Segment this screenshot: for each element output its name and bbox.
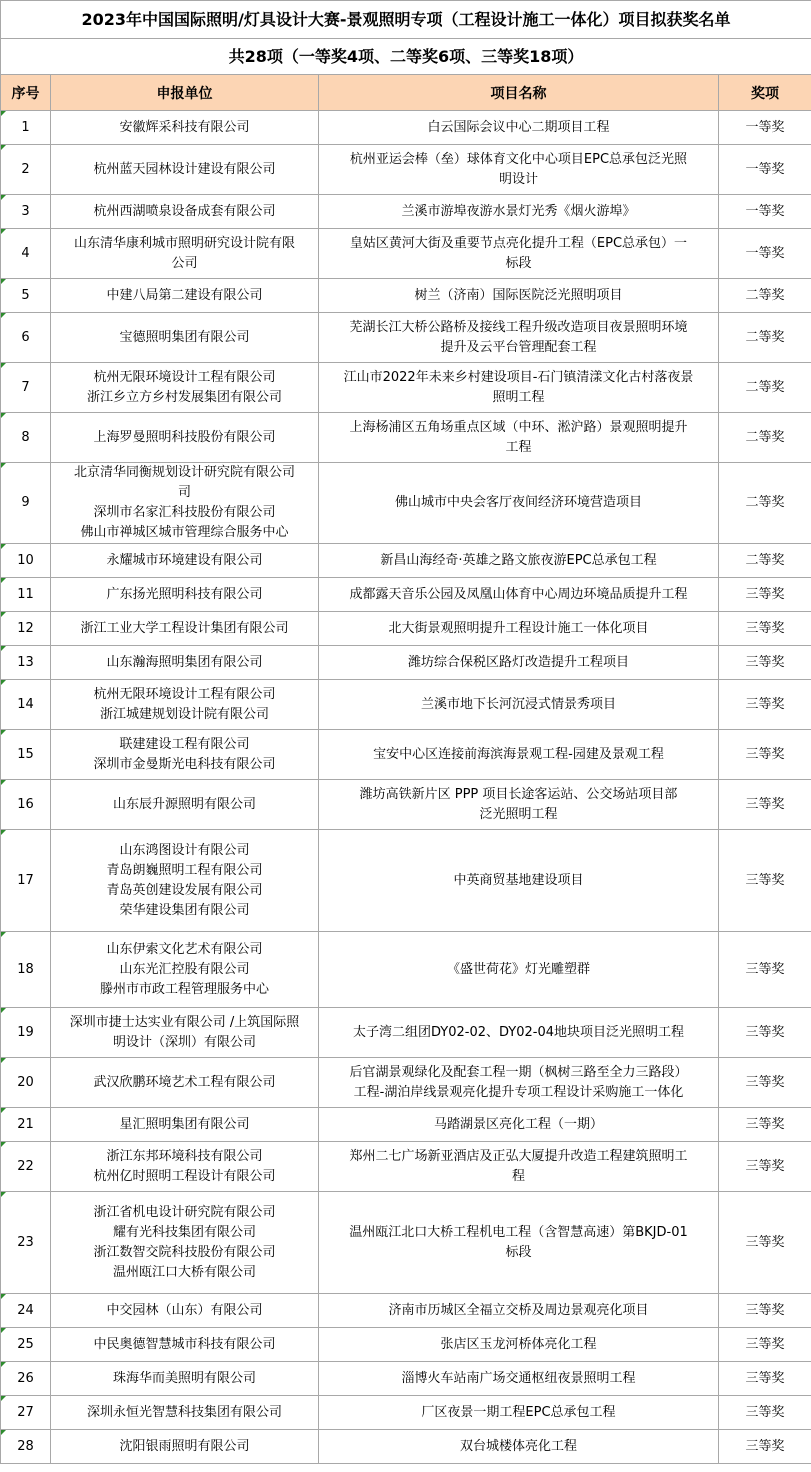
applicant-unit: 浙江东邦环境科技有限公司 <box>106 1148 263 1164</box>
applicant-unit: 青岛朗巍照明工程有限公司 <box>106 862 263 878</box>
row-index: 5 <box>1 279 51 313</box>
project-name-line: 照明工程 <box>492 389 545 405</box>
row-index: 9 <box>1 463 51 544</box>
table-row <box>1 544 811 578</box>
table-row <box>1 1058 811 1108</box>
project-name-line: 北大街景观照明提升工程设计施工一体化项目 <box>388 620 649 636</box>
row-index: 15 <box>1 730 51 780</box>
table-row <box>1 145 811 195</box>
applicant-cell <box>51 578 319 612</box>
table-row <box>1 1430 811 1464</box>
applicant-cell <box>51 1142 319 1192</box>
project-name-line: 皇姑区黄河大街及重要节点亮化提升工程（EPC总承包）一 <box>349 235 688 251</box>
applicant-unit: 滕州市市政工程管理服务中心 <box>99 981 269 997</box>
applicant-cell <box>51 111 319 145</box>
row-index: 13 <box>1 646 51 680</box>
table-row <box>1 730 811 780</box>
project-cell <box>319 730 719 780</box>
project-name-line: 济南市历城区全福立交桥及周边景观亮化项目 <box>388 1302 649 1318</box>
project-name-line: 提升及云平台管理配套工程 <box>440 339 597 355</box>
applicant-unit: 深圳永恒光智慧科技集团有限公司 <box>86 1404 282 1420</box>
project-name-line: 佛山城市中央会客厅夜间经济环境营造项目 <box>394 495 642 510</box>
project-cell <box>319 111 719 145</box>
applicant-unit: 山东瀚海照明集团有限公司 <box>106 654 263 670</box>
applicant-unit: 佛山市禅城区城市管理综合服务中心 <box>80 525 289 540</box>
table-row <box>1 1192 811 1294</box>
row-index: 6 <box>1 313 51 363</box>
table-row <box>1 363 811 413</box>
project-cell <box>319 229 719 279</box>
applicant-unit: 中交园林（山东）有限公司 <box>106 1302 263 1318</box>
project-name-line: 标段 <box>505 1244 532 1260</box>
award-cell: 一等奖 <box>719 229 811 279</box>
applicant-cell <box>51 413 319 463</box>
award-cell: 三等奖 <box>719 612 811 646</box>
project-cell <box>319 1362 719 1396</box>
project-name-line: 厂区夜景一期工程EPC总承包工程 <box>421 1404 616 1420</box>
applicant-cell <box>51 1430 319 1464</box>
applicant-cell <box>51 1058 319 1108</box>
award-cell: 三等奖 <box>719 1430 811 1464</box>
project-name-line: 宝安中心区连接前海滨海景观工程-园建及景观工程 <box>373 746 664 762</box>
applicant-unit: 荣华建设集团有限公司 <box>119 902 250 918</box>
table-row <box>1 578 811 612</box>
applicant-unit: 沈阳银雨照明有限公司 <box>119 1438 250 1454</box>
row-index: 14 <box>1 680 51 730</box>
applicant-unit: 永耀城市环境建设有限公司 <box>106 552 263 568</box>
row-index: 25 <box>1 1328 51 1362</box>
award-cell: 二等奖 <box>719 313 811 363</box>
applicant-cell <box>51 544 319 578</box>
award-cell: 三等奖 <box>719 1328 811 1362</box>
row-index: 7 <box>1 363 51 413</box>
row-index: 23 <box>1 1192 51 1294</box>
award-cell: 三等奖 <box>719 1058 811 1108</box>
project-name-line: 杭州亚运会棒（垒）球体育文化中心项目EPC总承包泛光照 <box>349 151 688 167</box>
document-title: 2023年中国国际照明/灯具设计大赛-景观照明专项（工程设计施工一体化）项目拟获奖名单 <box>1 1 811 39</box>
project-name-line: 马踏湖景区亮化工程（一期） <box>433 1116 603 1132</box>
project-name-line: 潍坊高铁新片区 PPP 项目长途客运站、公交场站项目部 <box>359 786 678 802</box>
applicant-cell <box>51 1362 319 1396</box>
applicant-unit: 上海罗曼照明科技股份有限公司 <box>93 429 276 445</box>
table-row <box>1 1108 811 1142</box>
row-index: 1 <box>1 111 51 145</box>
applicant-unit: 司 <box>177 485 191 500</box>
row-index: 4 <box>1 229 51 279</box>
applicant-unit: 深圳市捷士达实业有限公司 /上筑国际照 <box>69 1014 300 1030</box>
award-cell: 三等奖 <box>719 932 811 1008</box>
project-name-line: 太子湾二组团DY02-02、DY02-04地块项目泛光照明工程 <box>352 1024 685 1040</box>
row-index: 27 <box>1 1396 51 1430</box>
table-row <box>1 612 811 646</box>
applicant-unit: 珠海华而美照明有限公司 <box>112 1370 256 1386</box>
applicant-cell <box>51 1328 319 1362</box>
applicant-unit: 杭州亿时照明工程设计有限公司 <box>93 1168 276 1184</box>
project-cell <box>319 195 719 229</box>
award-cell: 一等奖 <box>719 111 811 145</box>
table-row <box>1 1294 811 1328</box>
applicant-cell <box>51 463 319 544</box>
table-body <box>1 111 811 1464</box>
applicant-unit: 浙江城建规划设计院有限公司 <box>99 706 269 722</box>
project-name-line: 工程-湖泊岸线景观亮化提升专项工程设计采购施工一体化 <box>353 1084 684 1100</box>
project-cell <box>319 932 719 1008</box>
project-cell <box>319 1396 719 1430</box>
table-row <box>1 1008 811 1058</box>
applicant-cell <box>51 313 319 363</box>
applicant-cell <box>51 612 319 646</box>
award-cell: 三等奖 <box>719 1192 811 1294</box>
applicant-cell <box>51 932 319 1008</box>
applicant-unit: 武汉欣鹏环境艺术工程有限公司 <box>93 1074 276 1090</box>
row-index: 10 <box>1 544 51 578</box>
header-index: 序号 <box>1 75 51 111</box>
award-cell: 二等奖 <box>719 413 811 463</box>
applicant-unit: 杭州蓝天园林设计建设有限公司 <box>93 161 276 177</box>
applicant-unit: 山东鸿图设计有限公司 <box>119 842 250 858</box>
project-cell <box>319 313 719 363</box>
applicant-unit: 明设计（深圳）有限公司 <box>112 1034 256 1050</box>
applicant-unit: 浙江省机电设计研究院有限公司 <box>93 1204 276 1220</box>
applicant-cell <box>51 195 319 229</box>
header-project: 项目名称 <box>319 75 719 111</box>
applicant-cell <box>51 1192 319 1294</box>
applicant-unit: 北京清华同衡规划设计研究院有限公司 <box>73 465 295 480</box>
applicant-unit: 公司 <box>171 255 198 271</box>
project-cell <box>319 780 719 830</box>
project-name-line: 程 <box>511 1168 525 1184</box>
award-cell: 三等奖 <box>719 1396 811 1430</box>
applicant-unit: 杭州无限环境设计工程有限公司 <box>93 369 276 385</box>
project-name-line: 树兰（济南）国际医院泛光照明项目 <box>414 287 623 303</box>
applicant-cell <box>51 646 319 680</box>
project-cell <box>319 279 719 313</box>
project-name-line: 泛光照明工程 <box>479 806 558 822</box>
award-cell: 三等奖 <box>719 1108 811 1142</box>
project-name-line: 芜湖长江大桥公路桥及接线工程升级改造项目夜景照明环境 <box>349 319 688 335</box>
project-name-line: 双台城楼体亮化工程 <box>459 1438 577 1454</box>
project-name-line: 白云国际会议中心二期项目工程 <box>427 119 610 135</box>
project-name-line: 中英商贸基地建设项目 <box>453 872 584 888</box>
table-row <box>1 111 811 145</box>
row-index: 24 <box>1 1294 51 1328</box>
project-name-line: 温州瓯江北口大桥工程机电工程（含智慧高速）第BKJD-01 <box>349 1224 688 1240</box>
applicant-unit: 山东辰升源照明有限公司 <box>112 796 256 812</box>
project-cell <box>319 463 719 544</box>
row-index: 22 <box>1 1142 51 1192</box>
project-cell <box>319 830 719 932</box>
row-index: 2 <box>1 145 51 195</box>
project-cell <box>319 363 719 413</box>
award-cell: 三等奖 <box>719 578 811 612</box>
project-name-line: 潍坊综合保税区路灯改造提升工程项目 <box>407 654 629 670</box>
table-row <box>1 932 811 1008</box>
applicant-cell <box>51 1008 319 1058</box>
table-row <box>1 646 811 680</box>
table-row <box>1 313 811 363</box>
document-subtitle: 共28项（一等奖4项、二等奖6项、三等奖18项） <box>1 39 811 75</box>
project-cell <box>319 544 719 578</box>
project-cell <box>319 145 719 195</box>
applicant-unit: 联建建设工程有限公司 <box>119 736 250 752</box>
award-cell: 一等奖 <box>719 195 811 229</box>
applicant-cell <box>51 780 319 830</box>
table-header-row <box>1 75 811 111</box>
project-name-line: 成都露天音乐公园及凤凰山体育中心周边环境品质提升工程 <box>349 586 688 602</box>
applicant-unit: 深圳市金曼斯光电科技有限公司 <box>93 756 276 772</box>
applicant-unit: 星汇照明集团有限公司 <box>119 1116 250 1132</box>
applicant-unit: 山东伊索文化艺术有限公司 <box>106 941 263 957</box>
project-name-line: 兰溪市游埠夜游水景灯光秀《烟火游埠》 <box>401 203 636 219</box>
project-cell <box>319 1142 719 1192</box>
table-row <box>1 1142 811 1192</box>
project-cell <box>319 1328 719 1362</box>
project-cell <box>319 413 719 463</box>
applicant-unit: 浙江乡立方乡村发展集团有限公司 <box>86 389 282 405</box>
award-cell: 三等奖 <box>719 830 811 932</box>
applicant-cell <box>51 363 319 413</box>
row-index: 12 <box>1 612 51 646</box>
award-cell: 三等奖 <box>719 780 811 830</box>
project-cell <box>319 578 719 612</box>
table-row <box>1 1362 811 1396</box>
project-name-line: 兰溪市地下长河沉浸式情景秀项目 <box>420 696 616 712</box>
row-index: 3 <box>1 195 51 229</box>
award-cell: 二等奖 <box>719 363 811 413</box>
table-row <box>1 413 811 463</box>
project-cell <box>319 1108 719 1142</box>
award-cell: 三等奖 <box>719 680 811 730</box>
project-cell <box>319 1058 719 1108</box>
row-index: 19 <box>1 1008 51 1058</box>
applicant-unit: 宝德照明集团有限公司 <box>119 329 250 345</box>
award-cell: 二等奖 <box>719 463 811 544</box>
project-name-line: 新昌山海经奇·英雄之路文旅夜游EPC总承包工程 <box>380 552 657 568</box>
applicant-unit: 温州瓯江口大桥有限公司 <box>112 1264 256 1280</box>
table-row <box>1 780 811 830</box>
applicant-unit: 山东光汇控股有限公司 <box>119 961 250 977</box>
project-name-line: 标段 <box>505 255 532 271</box>
row-index: 17 <box>1 830 51 932</box>
project-cell <box>319 1192 719 1294</box>
applicant-cell <box>51 1108 319 1142</box>
applicant-unit: 中建八局第二建设有限公司 <box>106 287 263 303</box>
row-index: 20 <box>1 1058 51 1108</box>
applicant-cell <box>51 1294 319 1328</box>
project-cell <box>319 1008 719 1058</box>
row-index: 28 <box>1 1430 51 1464</box>
award-cell: 二等奖 <box>719 544 811 578</box>
row-index: 11 <box>1 578 51 612</box>
project-cell <box>319 646 719 680</box>
applicant-cell <box>51 730 319 780</box>
project-name-line: 张店区玉龙河桥体亮化工程 <box>440 1336 597 1352</box>
table-row <box>1 279 811 313</box>
applicant-unit: 杭州西湖喷泉设备成套有限公司 <box>93 203 276 219</box>
applicant-cell <box>51 680 319 730</box>
row-index: 8 <box>1 413 51 463</box>
row-index: 21 <box>1 1108 51 1142</box>
table-row <box>1 1396 811 1430</box>
award-cell: 三等奖 <box>719 1362 811 1396</box>
applicant-cell <box>51 1396 319 1430</box>
award-cell: 三等奖 <box>719 1142 811 1192</box>
project-cell <box>319 1430 719 1464</box>
project-cell <box>319 680 719 730</box>
project-name-line: 工程 <box>505 439 532 455</box>
table-row <box>1 195 811 229</box>
award-cell: 二等奖 <box>719 279 811 313</box>
award-cell: 三等奖 <box>719 1294 811 1328</box>
row-index: 16 <box>1 780 51 830</box>
award-cell: 一等奖 <box>719 145 811 195</box>
table-row <box>1 229 811 279</box>
table-row <box>1 680 811 730</box>
applicant-unit: 安徽辉采科技有限公司 <box>119 119 250 135</box>
project-cell <box>319 1294 719 1328</box>
project-name-line: 明设计 <box>498 171 538 187</box>
project-name-line: 上海杨浦区五角场重点区域（中环、淞沪路）景观照明提升 <box>349 419 688 435</box>
applicant-unit: 青岛英创建设发展有限公司 <box>106 882 263 898</box>
applicant-cell <box>51 145 319 195</box>
applicant-unit: 杭州无限环境设计工程有限公司 <box>93 686 276 702</box>
header-applicant: 申报单位 <box>51 75 319 111</box>
row-index: 26 <box>1 1362 51 1396</box>
applicant-cell <box>51 279 319 313</box>
applicant-unit: 山东清华康利城市照明研究设计院有限 <box>73 235 295 251</box>
project-name-line: 淄博火车站南广场交通枢纽夜景照明工程 <box>401 1370 636 1386</box>
table-row <box>1 830 811 932</box>
table-row <box>1 1328 811 1362</box>
row-index: 18 <box>1 932 51 1008</box>
table-row <box>1 463 811 544</box>
applicant-unit: 深圳市名家汇科技股份有限公司 <box>93 505 276 520</box>
applicant-cell <box>51 229 319 279</box>
applicant-unit: 中民奥德智慧城市科技有限公司 <box>93 1336 276 1352</box>
project-cell <box>319 612 719 646</box>
applicant-unit: 耀有光科技集团有限公司 <box>112 1224 256 1240</box>
applicant-cell <box>51 830 319 932</box>
applicant-unit: 浙江工业大学工程设计集团有限公司 <box>80 620 289 636</box>
project-name-line: 《盛世荷花》灯光雕塑群 <box>446 961 590 977</box>
award-cell: 三等奖 <box>719 1008 811 1058</box>
project-name-line: 江山市2022年未来乡村建设项目-石门镇清漾文化古村落夜景 <box>343 369 694 385</box>
award-cell: 三等奖 <box>719 646 811 680</box>
project-name-line: 郑州二七广场新亚酒店及正弘大厦提升改造工程建筑照明工 <box>349 1148 688 1164</box>
applicant-unit: 广东扬光照明科技有限公司 <box>106 586 263 602</box>
header-award: 奖项 <box>719 75 811 111</box>
award-cell: 三等奖 <box>719 730 811 780</box>
applicant-unit: 浙江数智交院科技股份有限公司 <box>93 1244 276 1260</box>
project-name-line: 后官湖景观绿化及配套工程一期（枫树三路至全力三路段） <box>349 1064 688 1080</box>
